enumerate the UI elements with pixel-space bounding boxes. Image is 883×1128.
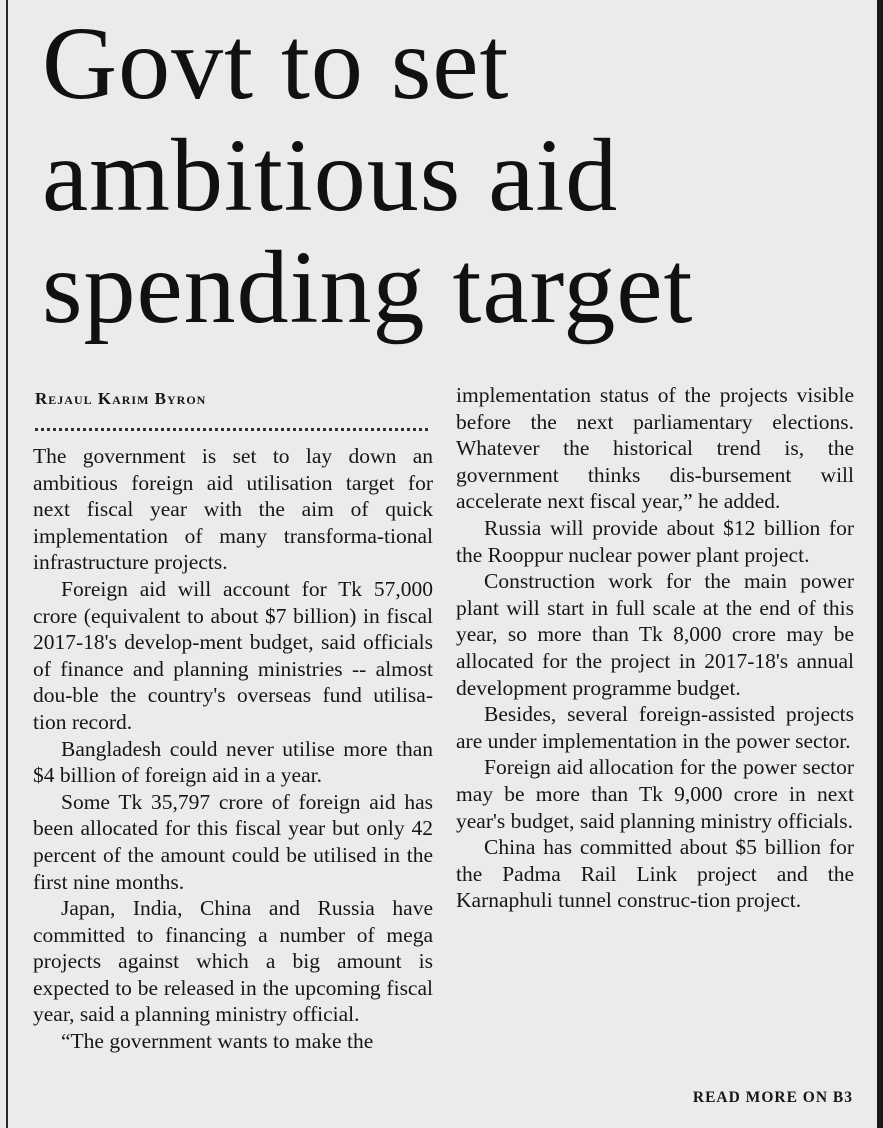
read-more-link[interactable]: READ MORE ON B3: [692, 1089, 853, 1106]
paragraph: The government is set to lay down an ambitious foreign aid utilisation target for next fiscal year with the aim of quick implementation of many transforma-tional infrastructure projects.: [33, 444, 433, 575]
paragraph: implementation status of the projects visible before the next parliamentary elections. Whatever the historical trend is, the government thinks dis-bursement will accelerate next fiscal year,” he added.: [456, 383, 854, 514]
paragraph: Foreign aid will account for Tk 57,000 crore (equivalent to about $7 billion) in fiscal 2017-18's develop-ment budget, said officials of finance and planning ministries -- almost dou-ble the country's overseas fund utilisa-tion record.: [33, 576, 433, 734]
headline-line-3: spending target: [42, 230, 694, 345]
headline-line-1: Govt to set: [42, 6, 510, 121]
right-border-rule: [877, 0, 883, 1128]
headline: [42, 8, 872, 344]
paragraph: Bangladesh could never utilise more than $4 billion of foreign aid in a year.: [33, 736, 433, 788]
paragraph: Some Tk 35,797 crore of foreign aid has been allocated for this fiscal year but only 42 percent of the amount could be utilised in the first nine months.: [33, 789, 433, 894]
article-column-left: [33, 380, 433, 1055]
paragraph: Japan, India, China and Russia have committed to financing a number of mega projects against which a big amount is expected to be released in the upcoming fiscal year, said a planning ministry official.: [33, 896, 433, 1027]
byline: [35, 386, 433, 412]
dotted-divider: [35, 412, 428, 431]
headline-line-2: ambitious aid: [42, 118, 619, 233]
paragraph: Construction work for the main power plant will start in full scale at the end of this year, so more than Tk 8,000 crore may be allocated for the project in 2017-18's annual development programme budget.: [456, 569, 854, 700]
paragraph: Russia will provide about $12 billion for the Rooppur nuclear power plant project.: [456, 515, 854, 567]
paragraph: Besides, several foreign-assisted projects are under implementation in the power sector.: [456, 702, 854, 753]
left-border-rule: [6, 0, 8, 1128]
paragraph: Foreign aid allocation for the power sector may be more than Tk 9,000 crore in next year's budget, said planning ministry officials.: [456, 755, 854, 833]
paragraph: China has committed about $5 billion for the Padma Rail Link project and the Karnaphuli tunnel construc-tion project.: [456, 835, 854, 913]
paragraph: “The government wants to make the: [61, 1029, 374, 1054]
byline-text: Rejaul Karim Byron: [35, 389, 207, 408]
article-column-right: [456, 382, 854, 914]
